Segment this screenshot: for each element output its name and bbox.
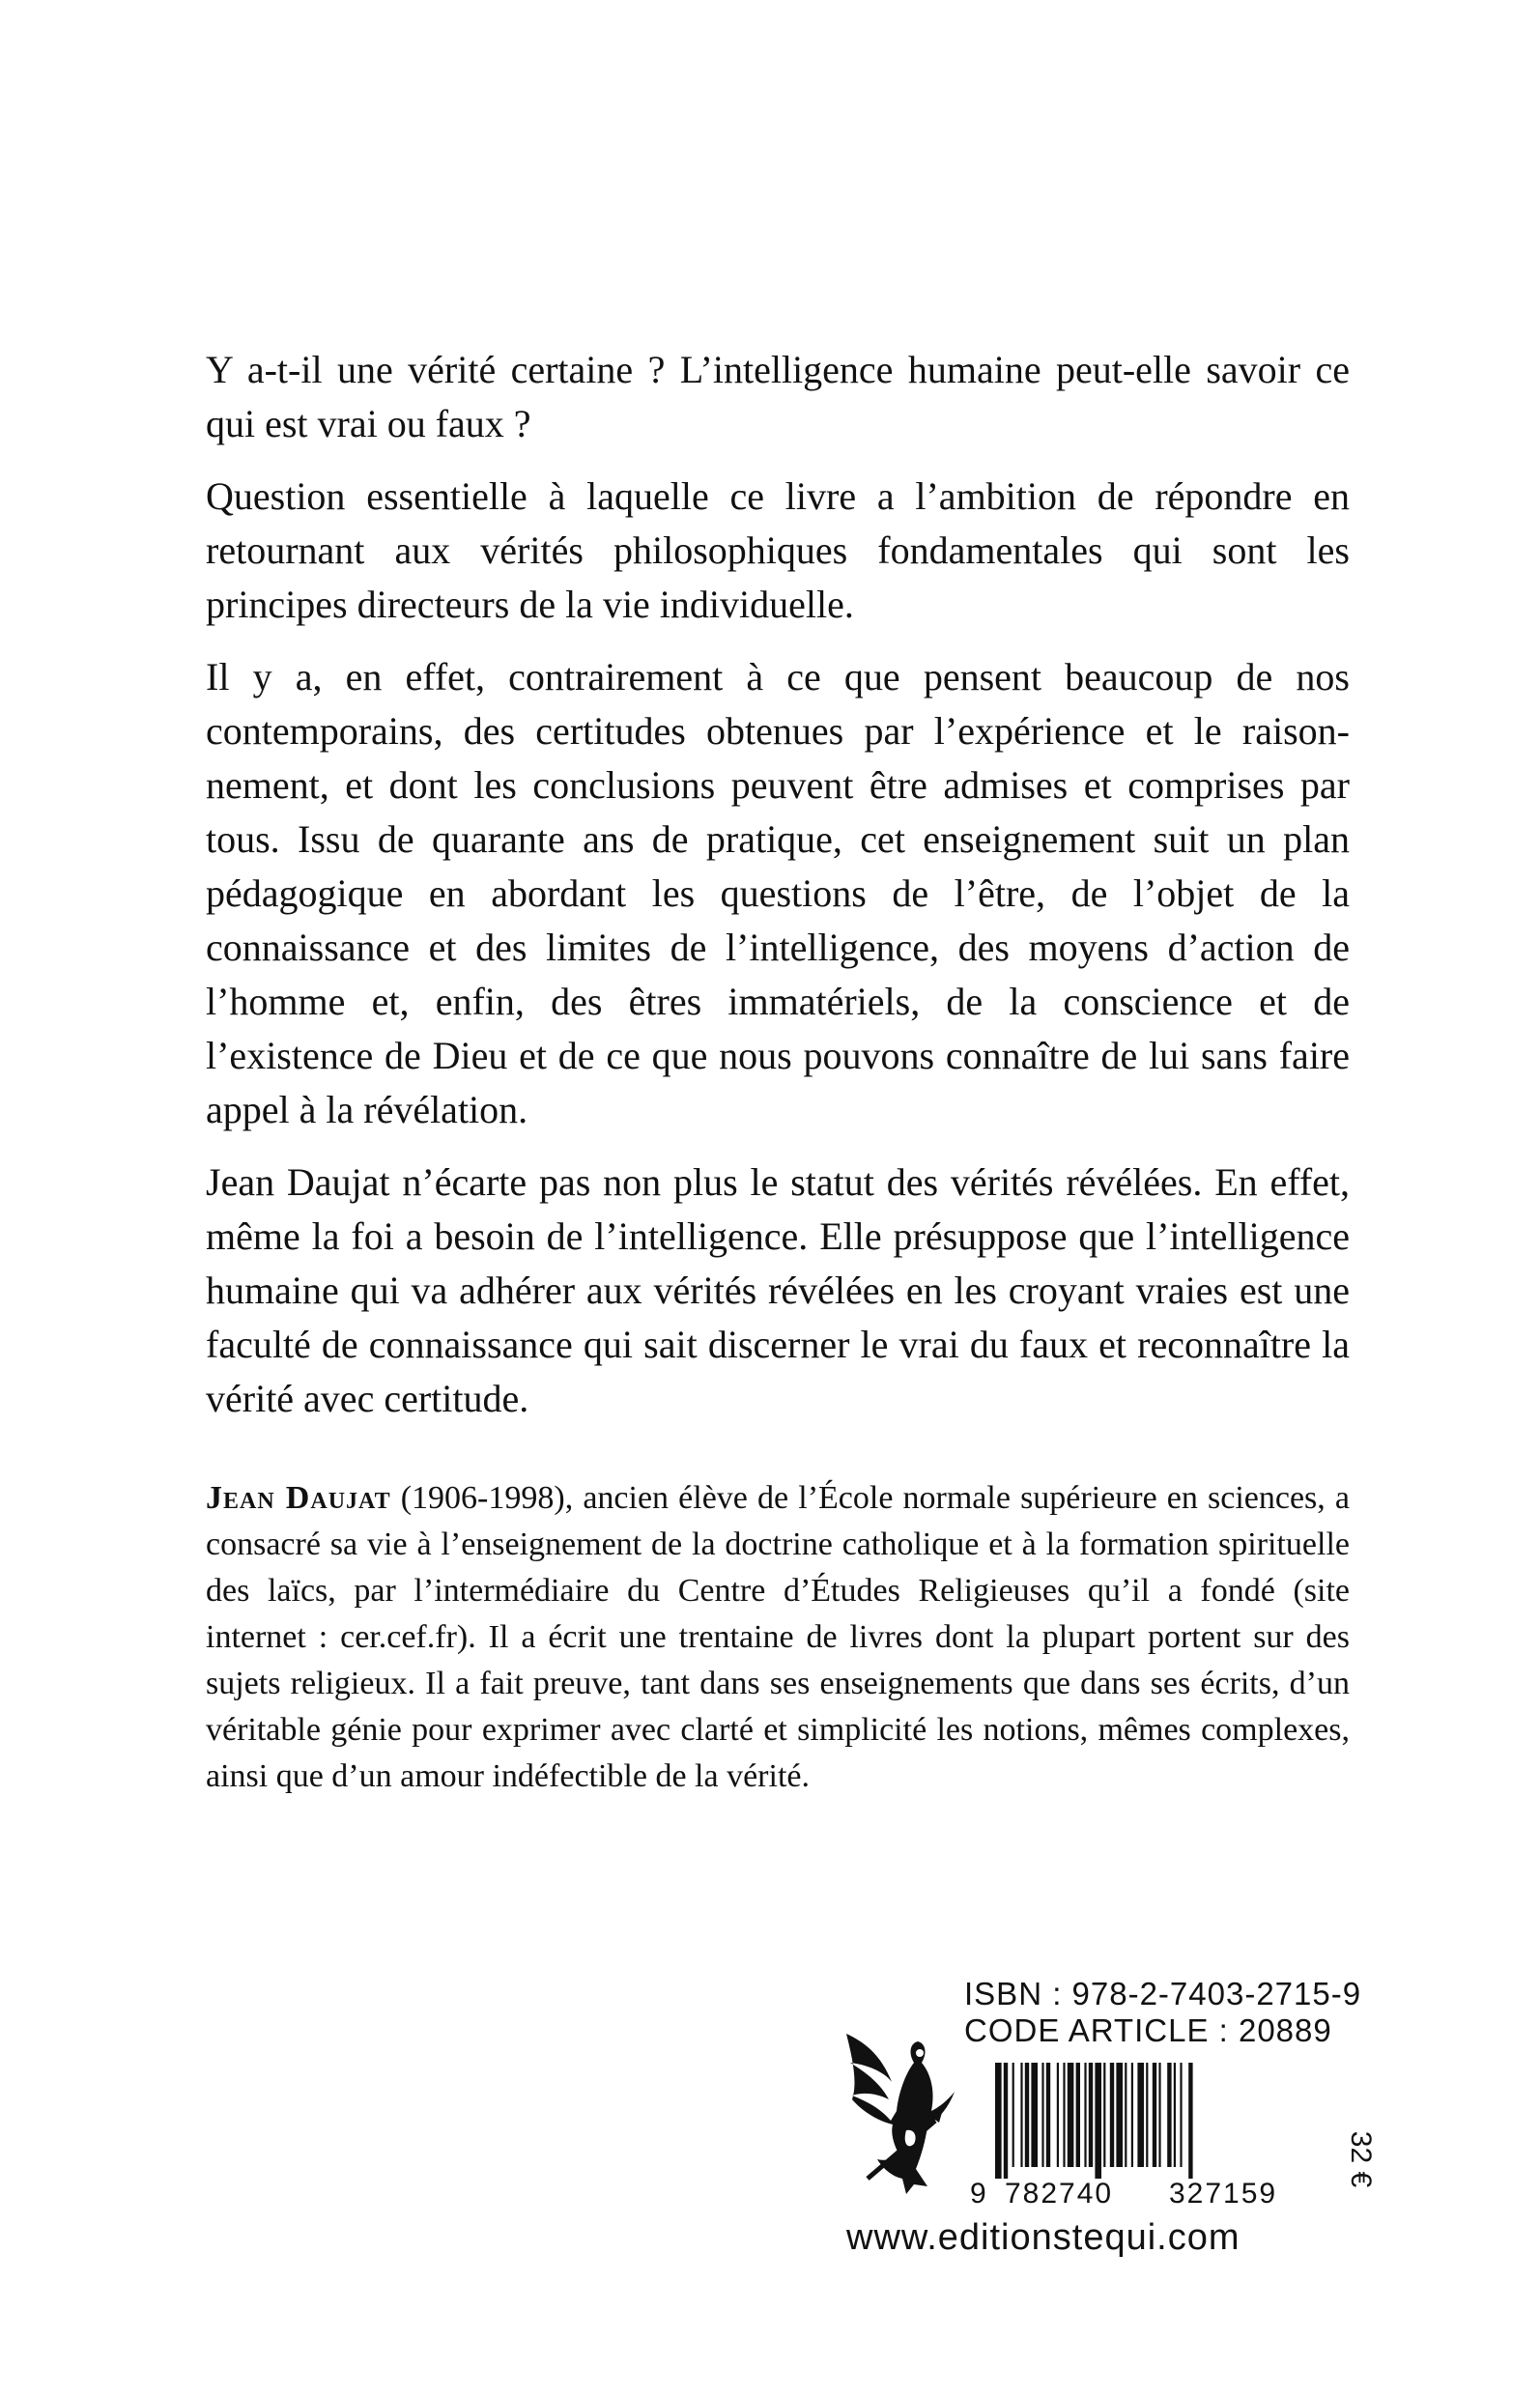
archangel-logo-icon	[839, 2014, 964, 2198]
barcode-bar	[1153, 2063, 1156, 2167]
barcode-bar	[1103, 2063, 1105, 2167]
barcode-bar	[1110, 2063, 1114, 2167]
barcode-bar	[1167, 2063, 1171, 2167]
barcode-bar	[1089, 2063, 1093, 2167]
barcode-bar	[1041, 2063, 1043, 2167]
barcode-bar	[1146, 2063, 1148, 2167]
barcode-bar	[1046, 2063, 1050, 2167]
barcode-digit-lead: 9	[970, 2178, 986, 2208]
product-info-block	[839, 1976, 1380, 2266]
barcode-bar	[1158, 2063, 1160, 2167]
code-article-text: CODE ARTICLE : 20889	[964, 2012, 1332, 2048]
description-paragraph-4: Jean Daujat n’écarte pas non plus le statut des vérités révélées. En effet, même la foi a besoin de l’intelligence. Elle présuppose que l’intelligence humaine qui va adhérer aux vérités révélées en les croyant vraies est une faculté de connaissance qui sait discerner le vrai du faux et reconnaître la vérité avec certitude.	[206, 1160, 1350, 1420]
author-biography	[206, 1475, 1350, 1800]
barcode-bar	[1012, 2063, 1014, 2167]
barcode-bar	[1063, 2063, 1065, 2167]
barcode-digits-left: 782740	[1005, 2178, 1114, 2208]
barcode	[966, 2063, 1328, 2208]
description-paragraph-1: Y a-t-il une vérité certaine ? L’intelligence humaine peut-elle savoir ce qui est vrai ou faux ?	[206, 348, 1350, 445]
barcode-bar	[1137, 2063, 1144, 2167]
barcode-bar	[1068, 2063, 1074, 2167]
barcode-bar	[1188, 2063, 1192, 2179]
barcode-bar	[1004, 2063, 1008, 2179]
isbn-text: ISBN : 978-2-7403-2715-9	[964, 1976, 1362, 2011]
barcode-bar	[1076, 2063, 1080, 2167]
back-cover-description	[206, 343, 1350, 1444]
barcode-bar	[1180, 2063, 1182, 2167]
barcode-bar	[1020, 2063, 1022, 2167]
barcode-bar	[1131, 2063, 1133, 2167]
barcode-bar	[1025, 2063, 1029, 2167]
barcode-bar	[1174, 2063, 1176, 2167]
author-bio-text: (1906-1998), ancien élève de l’École normale supérieure en sciences, a consacré sa vie à l’enseignement de la doctrine catholique et à la formation spirituelle des laïcs, par l’intermédiaire du Centre d’Études Religieuses qu’il a fondé (site internet : cer.cef.fr). Il a écrit une trentaine de livres dont la plupart portent sur des sujets religieux. Il a fait preuve, tant dans ses enseignements que dans ses écrits, d’un véritable génie pour exprimer avec clarté et simplicité les notions, mêmes complexes, ainsi que d’un amour indéfectible de la vérité.	[206, 1480, 1351, 1794]
product-codes	[964, 1976, 1361, 2049]
price-label: 32 €	[1345, 2130, 1377, 2188]
barcode-bar	[1116, 2063, 1123, 2167]
description-paragraph-3: Il y a, en effet, contrairement à ce que pensent beaucoup de nos contemporains, des certitudes obtenues par l’expérience et le raisonnement, et dont les conclusions peuvent être admises et comprises par tous. Issu de quarante ans de pratique, cet enseignement suit un plan pédagogique en abordant les questions de l’être, de l’objet de la connaissance et des limites de l’intelligence, des moyens d’action de l’homme et, enfin, des êtres immatériels, de la conscience et de l’existence de Dieu et de ce que nous pouvons connaître de lui sans faire appel à la révélation.	[206, 655, 1350, 1131]
publisher-website: www.editionstequi.com	[846, 2217, 1241, 2258]
barcode-bar	[1031, 2063, 1038, 2167]
description-paragraph-2: Question essentielle à laquelle ce livre a l’ambition de répondre en retournant aux vérités philosophiques fondamentales qui sont les principes directeurs de la vie individuelle.	[206, 474, 1350, 626]
barcode-bar	[995, 2063, 1002, 2179]
barcode-bar	[1084, 2063, 1086, 2167]
barcode-bar	[1125, 2063, 1126, 2167]
barcode-bar	[1057, 2063, 1059, 2167]
barcode-digits-right: 327159	[1169, 2178, 1278, 2208]
author-name: Jean Daujat	[206, 1480, 391, 1516]
barcode-bar	[1095, 2063, 1101, 2179]
